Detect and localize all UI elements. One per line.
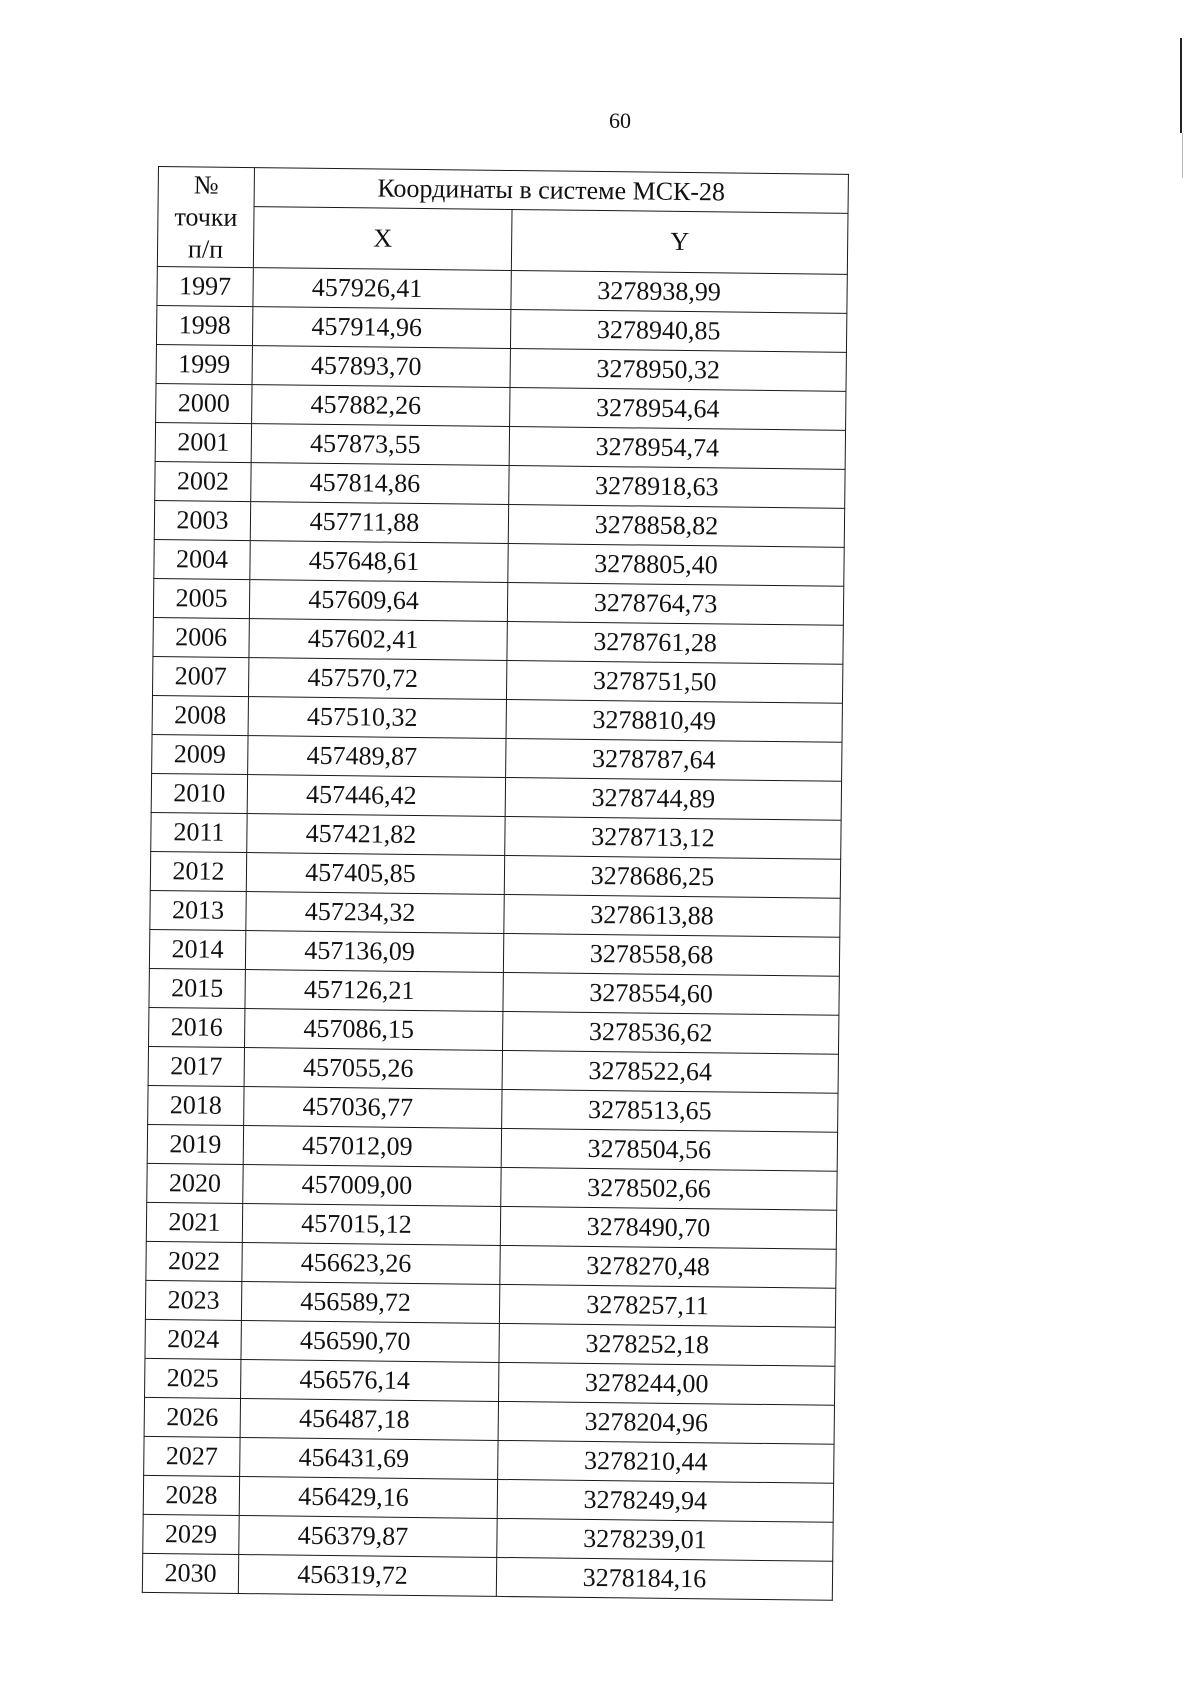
point-number-cell: 2011 [151,812,247,852]
point-number-cell: 2024 [145,1319,241,1359]
point-number-cell: 2027 [144,1436,240,1476]
y-coordinate-cell: 3278244,00 [499,1362,835,1405]
y-coordinate-cell: 3278938,99 [511,271,847,314]
coordinates-table [142,166,849,1601]
point-number-cell: 1998 [156,305,252,345]
x-column-header: X [253,207,512,271]
coordinate-system-header: Координаты в системе МСК-28 [254,168,848,214]
y-coordinate-cell: 3278764,73 [507,582,843,625]
y-coordinate-cell: 3278918,63 [509,466,845,509]
point-number-cell: 2022 [146,1241,242,1281]
point-number-cell: 2003 [154,500,250,540]
y-coordinate-cell: 3278744,89 [505,777,841,820]
x-coordinate-cell: 457009,00 [243,1165,501,1207]
x-coordinate-cell: 456590,70 [241,1321,499,1363]
x-coordinate-cell: 457893,70 [252,346,510,388]
y-coordinate-cell: 3278558,68 [503,933,839,976]
x-coordinate-cell: 457234,32 [246,892,504,934]
point-number-cell: 1999 [156,344,252,384]
y-coordinate-cell: 3278805,40 [508,543,844,586]
y-coordinate-cell: 3278536,62 [502,1011,838,1054]
x-coordinate-cell: 457882,26 [252,385,510,427]
point-number-cell: 2009 [152,734,248,774]
point-number-header-line1: № [193,169,219,200]
point-number-cell: 2004 [154,539,250,579]
point-number-cell: 2023 [145,1280,241,1320]
page-number: 60 [609,108,631,133]
x-coordinate-cell: 457086,15 [245,1009,503,1051]
x-coordinate-cell: 457873,55 [251,424,509,466]
y-coordinate-cell: 3278184,16 [496,1557,832,1600]
table-header [157,167,848,275]
x-coordinate-cell: 456431,69 [240,1438,498,1480]
table-body [142,266,847,1600]
x-coordinate-cell: 456319,72 [238,1555,496,1597]
point-number-cell: 2012 [150,851,246,891]
y-coordinate-cell: 3278554,60 [503,972,839,1015]
x-coordinate-cell: 457015,12 [242,1204,500,1246]
x-coordinate-cell: 457648,61 [250,541,508,583]
point-number-cell: 2025 [145,1358,241,1398]
y-coordinate-cell: 3278940,85 [510,310,846,353]
y-coordinate-cell: 3278204,96 [498,1401,834,1444]
y-coordinate-cell: 3278954,74 [509,427,845,470]
point-number-cell: 2014 [149,929,245,969]
point-number-cell: 1997 [157,266,253,306]
x-coordinate-cell: 456487,18 [240,1399,498,1441]
point-number-header [157,167,254,268]
y-coordinate-cell: 3278858,82 [508,505,844,548]
x-coordinate-cell: 457602,41 [249,619,507,661]
y-coordinate-cell: 3278810,49 [506,699,842,742]
y-coordinate-cell: 3278613,88 [504,894,840,937]
y-coordinate-cell: 3278257,11 [499,1284,835,1327]
x-coordinate-cell: 456623,26 [242,1243,500,1285]
y-coordinate-cell: 3278210,44 [498,1440,834,1483]
y-coordinate-cell: 3278761,28 [507,621,843,664]
y-coordinate-cell: 3278502,66 [501,1167,837,1210]
x-coordinate-cell: 457012,09 [243,1126,501,1168]
x-coordinate-cell: 457711,88 [250,502,508,544]
point-number-cell: 2018 [148,1085,244,1125]
y-coordinate-cell: 3278239,01 [497,1518,833,1561]
x-coordinate-cell: 456589,72 [241,1282,499,1324]
point-number-cell: 2021 [146,1202,242,1242]
y-coordinate-cell: 3278490,70 [500,1206,836,1249]
y-coordinate-cell: 3278504,56 [501,1128,837,1171]
y-column-header: Y [511,210,848,275]
y-coordinate-cell: 3278751,50 [506,660,842,703]
x-coordinate-cell: 457055,26 [244,1048,502,1090]
point-number-cell: 2002 [155,461,251,501]
point-number-cell: 2016 [149,1007,245,1047]
point-number-cell: 2020 [147,1163,243,1203]
x-coordinate-cell: 457421,82 [247,814,505,856]
point-number-header-line3: п/п [187,233,224,264]
x-coordinate-cell: 457036,77 [244,1087,502,1129]
point-number-cell: 2028 [143,1475,239,1515]
point-number-cell: 2008 [152,695,248,735]
point-number-cell: 2029 [143,1514,239,1554]
point-number-cell: 2010 [151,773,247,813]
x-coordinate-cell: 457814,86 [251,463,509,505]
point-number-cell: 2017 [148,1046,244,1086]
point-number-cell: 2005 [153,578,249,618]
x-coordinate-cell: 457489,87 [248,736,506,778]
point-number-cell: 2015 [149,968,245,1008]
point-number-cell: 2006 [153,617,249,657]
coordinates-table-wrapper [142,166,848,1601]
y-coordinate-cell: 3278954,64 [510,388,846,431]
point-number-cell: 2007 [152,656,248,696]
y-coordinate-cell: 3278513,65 [502,1089,838,1132]
x-coordinate-cell: 456379,87 [239,1516,497,1558]
point-number-cell: 2000 [156,383,252,423]
point-number-cell: 2026 [144,1397,240,1437]
y-coordinate-cell: 3278522,64 [502,1050,838,1093]
y-coordinate-cell: 3278249,94 [497,1479,833,1522]
y-coordinate-cell: 3278686,25 [504,855,840,898]
point-number-header-line2: точки [174,201,238,232]
point-number-cell: 2013 [150,890,246,930]
x-coordinate-cell: 457446,42 [247,775,505,817]
x-coordinate-cell: 456429,16 [239,1477,497,1519]
scan-edge-mark-faint [1182,133,1183,178]
x-coordinate-cell: 457570,72 [248,658,506,700]
x-coordinate-cell: 457609,64 [249,580,507,622]
y-coordinate-cell: 3278787,64 [506,738,842,781]
x-coordinate-cell: 457136,09 [245,931,503,973]
x-coordinate-cell: 457510,32 [248,697,506,739]
x-coordinate-cell: 457926,41 [253,268,511,310]
x-coordinate-cell: 457405,85 [246,853,504,895]
table-row [142,1553,832,1600]
y-coordinate-cell: 3278252,18 [499,1323,835,1366]
y-coordinate-cell: 3278713,12 [505,816,841,859]
x-coordinate-cell: 457126,21 [245,970,503,1012]
y-coordinate-cell: 3278950,32 [510,349,846,392]
point-number-cell: 2001 [155,422,251,462]
x-coordinate-cell: 457914,96 [252,307,510,349]
y-coordinate-cell: 3278270,48 [500,1245,836,1288]
x-coordinate-cell: 456576,14 [241,1360,499,1402]
point-number-cell: 2019 [147,1124,243,1164]
point-number-cell: 2030 [142,1553,238,1593]
